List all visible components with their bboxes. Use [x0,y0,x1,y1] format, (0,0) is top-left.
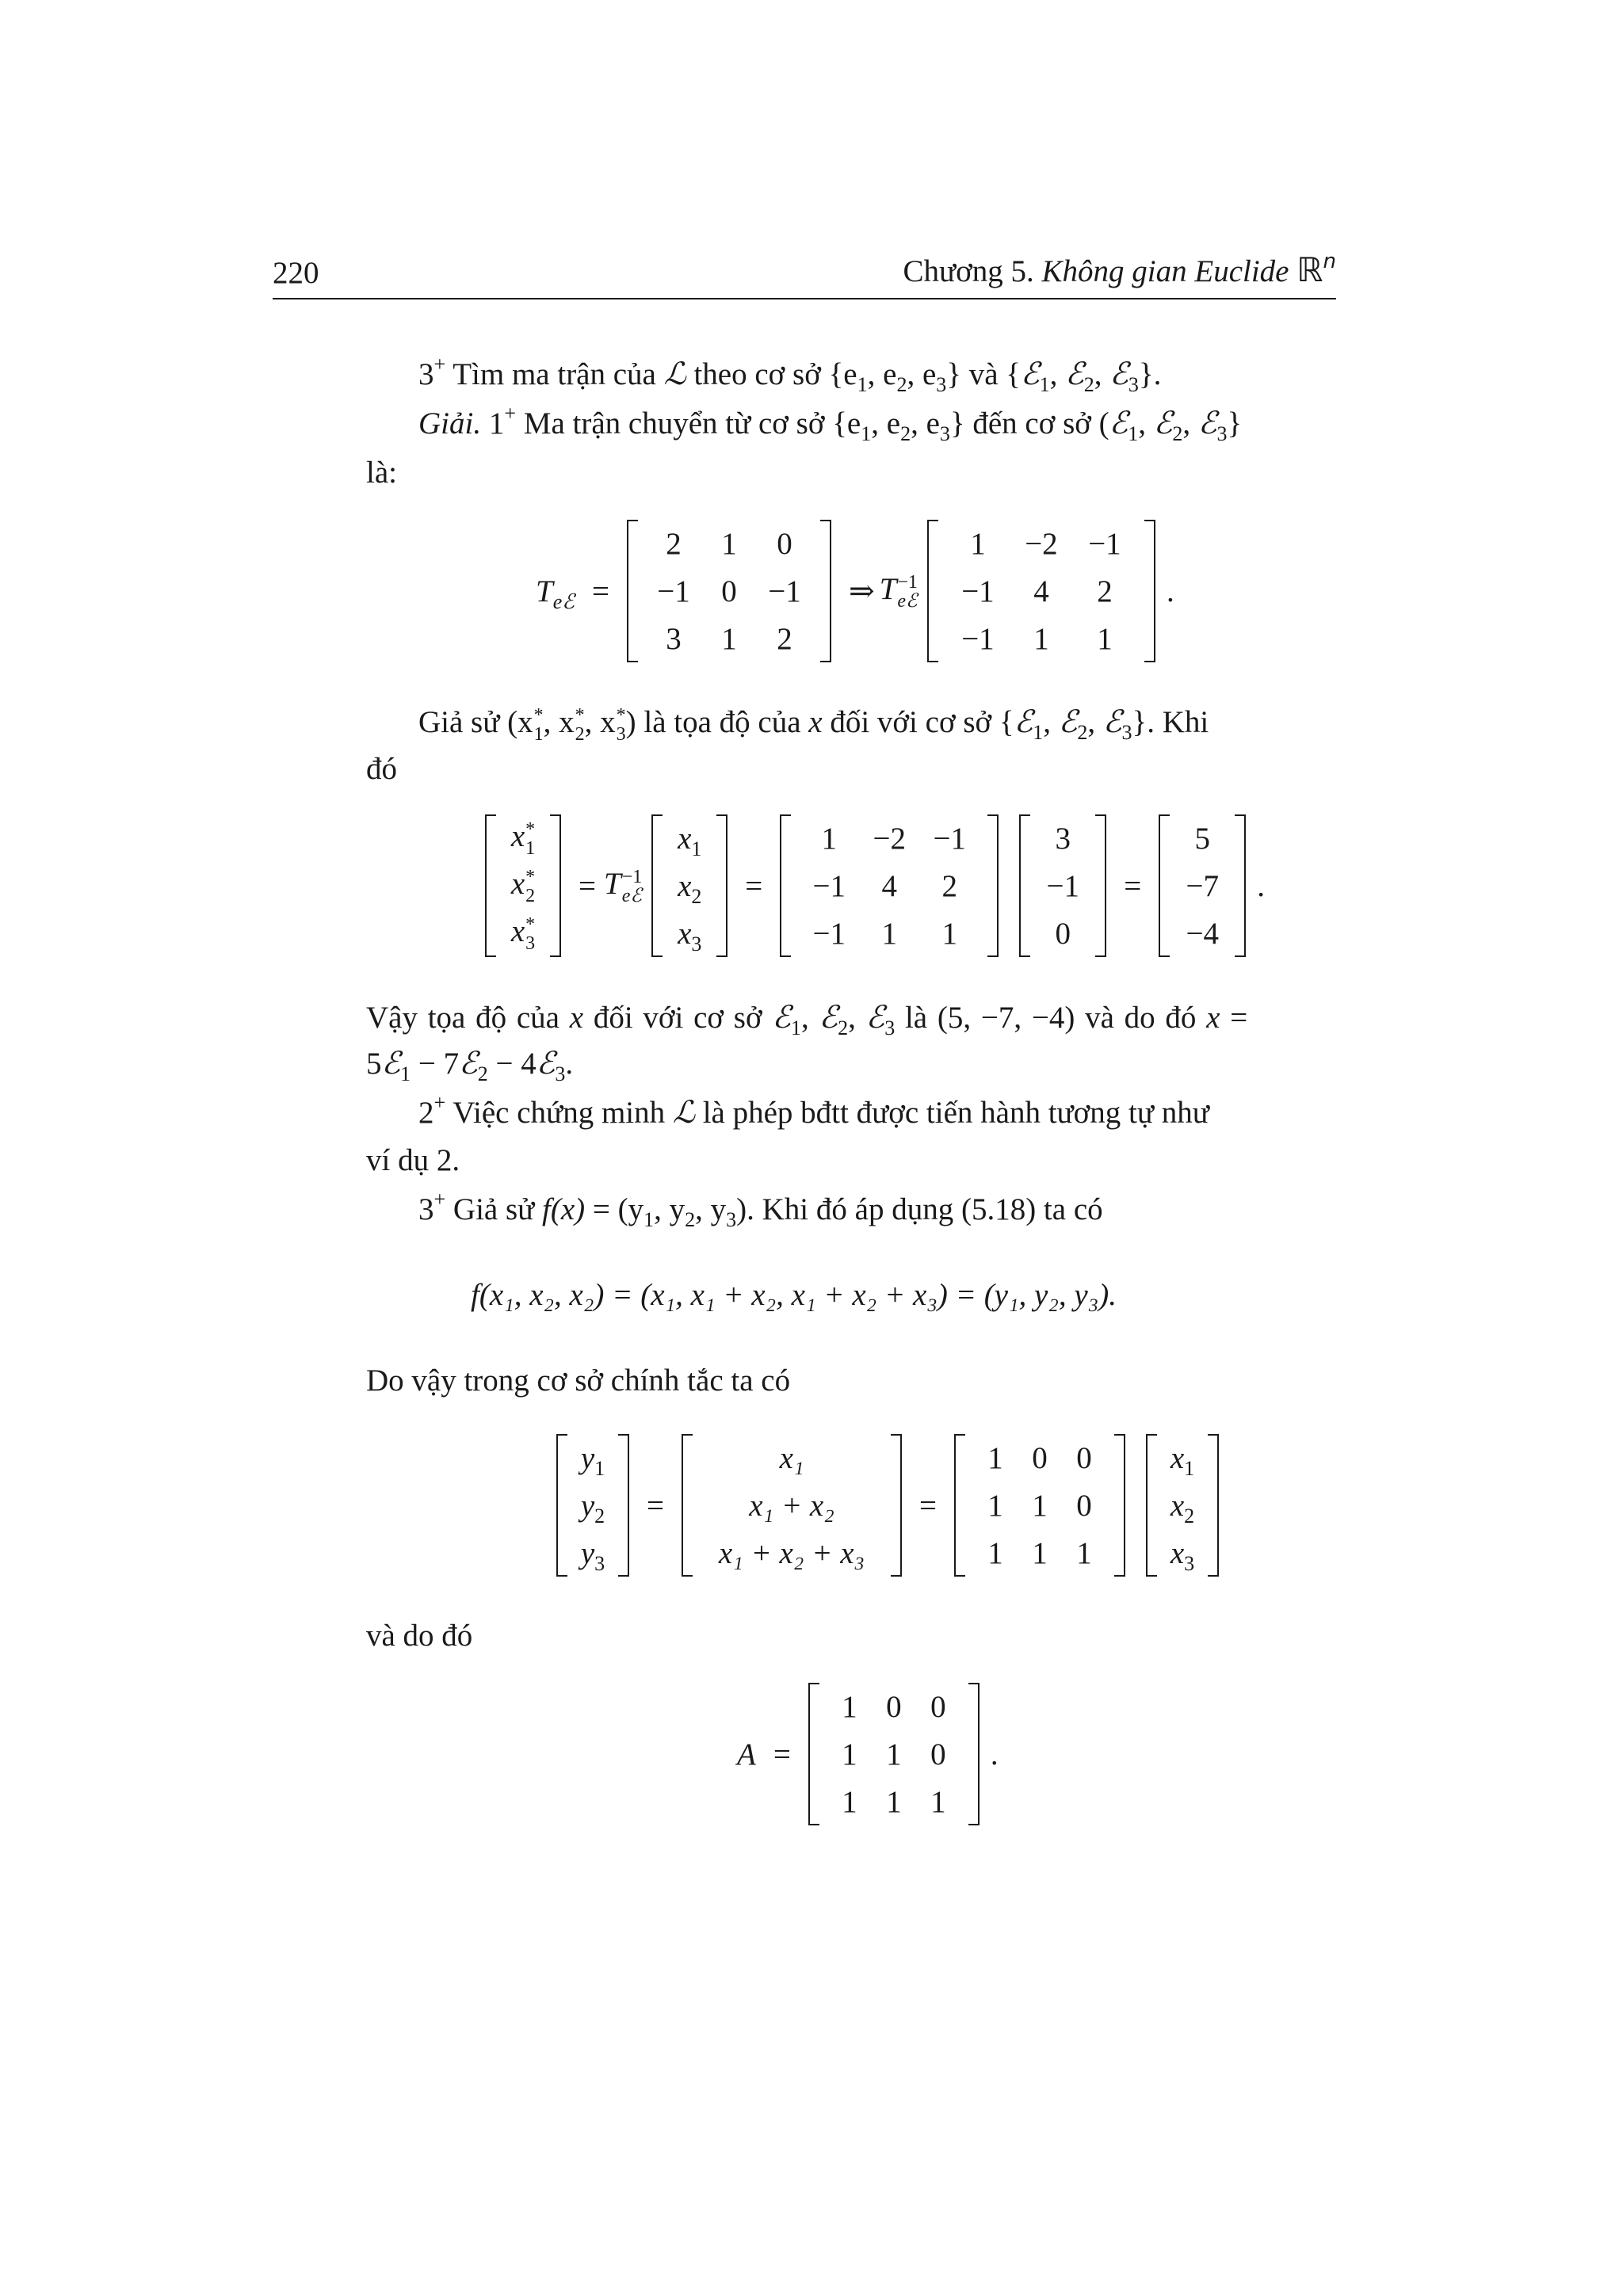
matrix-cell: 0 [1055,916,1071,951]
matrix-cell: 4 [1033,574,1049,608]
chapter-title: Không gian Euclide [1041,254,1289,288]
left-bracket [485,814,496,957]
matrix-cell: 4 [881,868,897,903]
matrix-cell: 0 [930,1737,946,1772]
matrix-cell: x₁ + x₂ + x₃ [718,1535,865,1570]
left-bracket [556,1434,567,1577]
paragraph-conclusion: Vậy tọa độ của x đối với cơ sở ℰ$_1$, ℰ$_2$, ℰ$_3$ là (5, −7, −4) và do đó x = [366,1000,1248,1039]
vector-x [651,814,727,957]
paragraph-task-3-solution: 3+ Giả sử $f(x) = (y_1$, $y_2$, $y_3$). Khi đó áp dụng (5.18) ta có [418,1188,1103,1231]
right-bracket [550,814,561,957]
matrix-cell: $x_1$ [1170,1440,1195,1480]
matrix-cell: 1 [930,1784,946,1819]
vector-result [1159,814,1246,957]
matrix-cell: 1 [987,1535,1003,1570]
matrix-cell: $x_1$ [678,821,702,860]
matrix-cell: −1 [1046,868,1079,903]
matrix-cell: −1 [961,621,995,656]
matrix-cell: 0 [1032,1440,1048,1475]
eq2-equals-2: = [745,868,763,903]
matrix-cell: −2 [1025,526,1058,561]
paragraph-proof-cont: ví dụ 2. [366,1143,460,1177]
matrix-cell: −1 [812,916,846,951]
matrix-cell: 2 [1097,574,1113,608]
paragraph-therefore: và do đó [366,1619,473,1653]
matrix-cell: 0 [886,1689,902,1724]
paragraph-coordinates-cont: đó [366,752,397,786]
matrix-cell: −1 [657,574,690,608]
left-bracket [1019,814,1030,957]
matrix-cell: −2 [873,821,906,856]
vector-sums [682,1434,902,1577]
matrix-cell: 0 [1076,1440,1092,1475]
left-bracket [780,814,791,957]
eq1-lhs: $T_{eℰ}$ [536,574,575,613]
matrix-cell: 1 [1097,621,1113,656]
left-bracket [1159,814,1170,957]
right-bracket [1144,520,1155,662]
left-bracket [682,1434,693,1577]
vector-x-star [485,814,561,957]
matrix-cell: 2 [666,526,682,561]
eq2-inverse: T −1 eℰ [604,867,643,906]
chapter-symbol: ℝ$^n$ [1296,250,1336,289]
matrix-cell: $x_3$ [678,916,702,955]
matrix-T-inverse-2 [780,814,999,957]
matrix-cell: −1 [768,574,801,608]
chapter-label: Chương 5. [903,254,1034,288]
matrix-cell: 0 [930,1689,946,1724]
matrix-cell: x * 3 [510,914,536,954]
equation-matrix-form [556,1434,1219,1577]
eq1-implies: ⇒ [849,574,875,608]
eq2-equals-3: = [1124,868,1142,903]
matrix-T [627,520,831,662]
eq5-period: . [990,1737,999,1772]
matrix-cell: 0 [1076,1488,1092,1523]
vector-y [556,1434,629,1577]
matrix-cell: 1 [886,1784,902,1819]
matrix-cell: x * 1 [510,819,536,859]
vector-x-2 [1146,1434,1219,1577]
matrix-cell: 1 [1033,621,1049,656]
paragraph-canonical-basis: Do vậy trong cơ sở chính tắc ta có [366,1363,791,1398]
matrix-cell: 1 [1076,1535,1092,1570]
matrix-cell: $x_2$ [678,868,702,908]
matrix-cell: 5 [1194,821,1210,856]
matrix-cell: x₁ [779,1440,804,1475]
matrix-cell: $y_2$ [580,1488,605,1527]
eq4-equals-2: = [919,1488,937,1523]
paragraph-conclusion-cont: 5ℰ$_1$ − 7ℰ$_2$ − 4ℰ$_3$. [366,1046,574,1085]
eq4-equals-1: = [647,1488,664,1523]
right-bracket [820,520,831,662]
eq5-lhs: A [737,1737,756,1772]
matrix-cell: 1 [987,1488,1003,1523]
matrix-T-inverse [927,520,1155,662]
matrix-cell: x₁ + x₂ [749,1488,834,1523]
matrix-cell: 1 [842,1737,857,1772]
matrix-cell: 3 [1055,821,1071,856]
matrix-A-1 [954,1434,1125,1577]
matrix-cell: −1 [812,868,846,903]
right-bracket [891,1434,902,1577]
header-rule [273,298,1336,299]
paragraph-solution-cont: là: [366,456,397,490]
right-bracket [1235,814,1246,957]
right-bracket [1095,814,1106,957]
right-bracket [987,814,999,957]
right-bracket [1208,1434,1219,1577]
matrix-cell: 1 [842,1689,857,1724]
matrix-cell: $x_2$ [1170,1488,1195,1527]
left-bracket [651,814,663,957]
matrix-cell: −1 [1088,526,1121,561]
right-bracket [968,1683,980,1825]
matrix-A-2 [808,1683,980,1825]
left-bracket [627,520,638,662]
matrix-cell: $y_3$ [580,1535,605,1575]
matrix-cell: x * 2 [510,867,536,906]
matrix-cell: 1 [941,916,957,951]
matrix-cell: 0 [721,574,737,608]
right-bracket [716,814,727,957]
matrix-cell: −1 [961,574,995,608]
matrix-cell: −1 [933,821,966,856]
paragraph-proof: 2+ Việc chứng minh ℒ là phép bđtt được tiến hành tương tự như [418,1091,1209,1131]
matrix-cell: −4 [1186,916,1219,951]
left-bracket [927,520,938,662]
page-number: 220 [273,256,319,290]
matrix-cell: −7 [1186,868,1219,903]
paragraph-solution: Giải. 1+ Ma trận chuyển từ cơ sở {$e_1$, $e_2$, $e_3$} đến cơ sở (ℰ$_1$, ℰ$_2$, ℰ$_3$} [418,402,1243,445]
matrix-cell: 3 [666,621,682,656]
equation-f: f(x₁, x₂, x₂) = (x₁, x₁ + x₂, x₁ + x₂ + x₃) = (y₁, y₂, y₃). [471,1278,1117,1312]
matrix-cell: 1 [842,1784,857,1819]
right-bracket [1114,1434,1125,1577]
matrix-cell: 1 [987,1440,1003,1475]
paragraph-coordinates: Giả sử (x * 1 , x * 2 , x * 3 ) là tọa độ của x đối với cơ sở {ℰ$_1$, ℰ$_2$, ℰ$_3$}. Khi [418,704,1209,745]
equation-A [737,1683,999,1825]
right-bracket [618,1434,629,1577]
matrix-cell: $x_3$ [1170,1535,1195,1575]
eq1-equals: = [592,574,609,608]
matrix-cell: 2 [777,621,792,656]
left-bracket [1146,1434,1157,1577]
eq2-period: . [1257,868,1265,903]
eq1-period: . [1166,574,1174,608]
matrix-cell: 1 [721,526,737,561]
matrix-cell: 1 [721,621,737,656]
left-bracket [808,1683,819,1825]
left-bracket [954,1434,965,1577]
matrix-cell: 1 [881,916,897,951]
vector-x-values [1019,814,1106,957]
matrix-cell: 0 [777,526,792,561]
matrix-cell: $y_1$ [580,1440,605,1480]
paragraph-task-3: 3+ Tìm ma trận của ℒ theo cơ sở {$e_1$, $e_2$, $e_3$} và {ℰ$_1$, ℰ$_2$, ℰ$_3$}. [418,353,1162,396]
equation-coordinates [485,814,1265,957]
matrix-cell: 1 [1032,1535,1048,1570]
eq5-equals: = [773,1737,791,1772]
matrix-cell: 2 [941,868,957,903]
eq2-equals-1: = [579,868,596,903]
running-header [903,250,1337,289]
eq1-inverse: T −1 eℰ [879,572,918,612]
equation-transition-matrix [536,520,1174,662]
matrix-cell: 1 [1032,1488,1048,1523]
matrix-cell: 1 [821,821,837,856]
matrix-cell: 1 [970,526,986,561]
matrix-cell: 1 [886,1737,902,1772]
